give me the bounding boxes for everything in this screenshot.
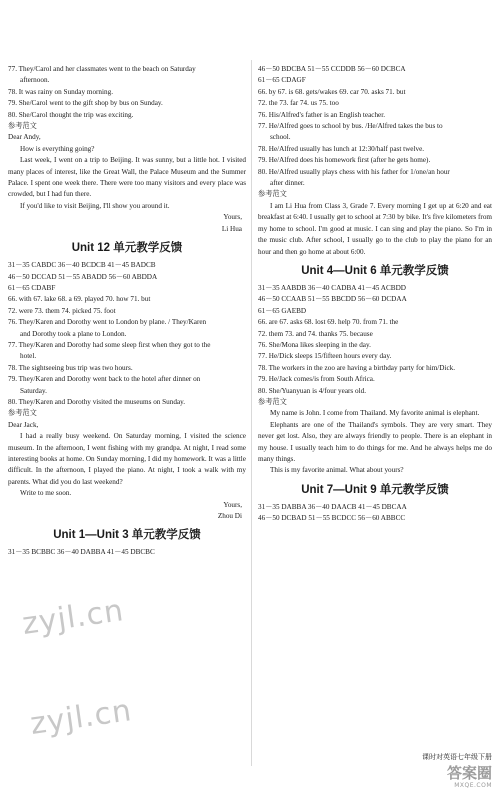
answer-line: and Dorothy took a plane to London. xyxy=(20,329,127,338)
right-column xyxy=(258,64,492,525)
answer-line: hotel. xyxy=(20,352,37,361)
answer-line: 46－50 DCBAD 51－55 BCDCC 56－60 ABBCC xyxy=(258,514,406,523)
answer-line: 80. They/Karen and Dorothy visited the museums on Sunday. xyxy=(8,397,186,406)
answer-line: 61－65 CDABF xyxy=(8,283,56,292)
answer-line: 80. He/Alfred usually plays chess with his father for 1/one/an hour xyxy=(258,167,450,176)
answer-line: 46－50 CCAAB 51－55 BBCDD 56－60 DCDAA xyxy=(258,295,407,304)
section-heading: Unit 7—Unit 9 单元教学反馈 xyxy=(301,483,449,496)
stamp-sub-text: MXQE.COM xyxy=(454,782,492,789)
answer-line: 80. She/Yuanyuan is 4/four years old. xyxy=(258,386,366,395)
letter-paragraph: I had a really busy weekend. On Saturday morning, I visited the science museum. In the afternoon, I went fishing with my grandpa. At night, I read some interesting books at home. On Sunday morning, I did my homework. It was a little difficult. In the afternoon, I played the piano. At night, I took a walk with my parents. What did you do last weekend? xyxy=(8,432,246,486)
answer-line: 78. He/Alfred usually has lunch at 12:30/half past twelve. xyxy=(258,144,425,153)
answer-line: after dinner. xyxy=(270,179,305,188)
sample-essay-label: 参考范文 xyxy=(258,190,287,199)
letter-closing: Yours, xyxy=(223,213,242,222)
letter-closing: Yours, xyxy=(223,500,242,509)
essay-paragraph: This is my favorite animal. What about yours? xyxy=(270,466,404,475)
answer-line: 77. They/Carol and her classmates went to the beach on Saturday xyxy=(8,65,196,73)
answer-line: 72. them 73. and 74. thanks 75. because xyxy=(258,329,373,338)
answer-line: 79. He/Alfred does his homework first (after he gets home). xyxy=(258,156,431,165)
watermark: zyjl.cn xyxy=(28,693,135,742)
answer-line: 79. He/Jack comes/is from South Africa. xyxy=(258,375,375,384)
letter-paragraph: Write to me soon. xyxy=(20,489,72,498)
sample-essay-label: 参考范文 xyxy=(258,397,287,406)
section-heading: Unit 4—Unit 6 单元教学反馈 xyxy=(301,264,449,277)
letter-signature: Li Hua xyxy=(221,224,242,233)
answer-line: 79. They/Karen and Dorothy went back to the hotel after dinner on xyxy=(8,375,201,384)
book-title-note: 课时对英语七年级下册 xyxy=(422,753,492,761)
letter-paragraph: If you'd like to visit Beijing, I'll show you around it. xyxy=(20,201,170,210)
answer-line: 31－35 AABDB 36－40 CADBA 41－45 ACBDD xyxy=(258,283,406,292)
answer-line: 61－65 CDAGF xyxy=(258,76,306,85)
answer-line: 31－35 CABDC 36－40 BCDCB 41－45 BADCB xyxy=(8,261,156,270)
answer-line: afternoon. xyxy=(20,76,50,85)
answer-line: 72. were 73. them 74. picked 75. foot xyxy=(8,306,116,315)
left-column xyxy=(8,64,246,559)
letter-line: How is everything going? xyxy=(20,144,95,153)
answer-line: 66. with 67. lake 68. a 69. played 70. how 71. but xyxy=(8,295,151,304)
answer-line: 80. She/Carol thought the trip was exciting. xyxy=(8,110,134,119)
essay-paragraph: I am Li Hua from Class 3, Grade 7. Every morning I get up at 6:20 and eat breakfast at 6:40. I usually get to school at 7:30 by bike. It's five kilometers from my home to school. I'm good at music. I can sing and play the piano. So I'm in the music club. After school, I usually go to the club to play the piano for an hour and then go home at about 6:00. xyxy=(258,201,492,256)
watermark: zyjl.cn xyxy=(20,593,127,642)
answer-line: 77. He/Alfred goes to school by bus. /He/Alfred takes the bus to xyxy=(258,122,443,131)
answer-line: 31－35 BCBBC 36－40 DABBA 41－45 DBCBC xyxy=(8,548,155,557)
answer-line: 31－35 DABBA 36－40 DAACB 41－45 DBCAA xyxy=(258,502,407,511)
answer-line: 46－50 BDCBA 51－55 CCDDB 56－60 DCBCA xyxy=(258,65,406,73)
answer-line: 61－65 GAEBD xyxy=(258,306,307,315)
column-divider xyxy=(251,60,252,766)
essay-paragraph: Elephants are one of the Thailand's symbols. They are very smart. They never get lost. Also, they are always friendly to people. There is an elephant in my house. I usually teach him to do things for me. And he always helps me do many things. xyxy=(258,420,492,463)
answer-line: 66. are 67. asks 68. lost 69. help 70. from 71. the xyxy=(258,318,399,327)
letter-greeting: Dear Andy, xyxy=(8,133,41,142)
sample-essay-label: 参考范文 xyxy=(8,122,37,131)
answer-line: 77. He/Dick sleeps 15/fifteen hours every day. xyxy=(258,352,392,361)
answer-line: 78. The sightseeing bus trip was two hours. xyxy=(8,363,133,372)
letter-greeting: Dear Jack, xyxy=(8,420,39,429)
stamp-main-text: 答案圈 xyxy=(446,764,492,782)
essay-paragraph: My name is John. I come from Thailand. My favorite animal is elephant. xyxy=(270,409,480,418)
answer-line: 77. They/Karen and Dorothy had some sleep first when they got to the xyxy=(8,340,211,349)
answer-line: 76. They/Karen and Dorothy went to London by plane. / They/Karen xyxy=(8,318,207,327)
answer-line: Saturday. xyxy=(20,386,47,395)
answer-line: 46－50 DCCAD 51－55 ABADD 56－60 ABDDA xyxy=(8,272,158,281)
answer-line: 78. It was rainy on Sunday morning. xyxy=(8,87,114,96)
answer-line: school. xyxy=(270,133,291,142)
answer-line: 79. She/Carol went to the gift shop by bus on Sunday. xyxy=(8,99,163,108)
section-heading: Unit 1—Unit 3 单元教学反馈 xyxy=(53,529,201,542)
answer-line: 76. She/Mona likes sleeping in the day. xyxy=(258,340,371,349)
letter-paragraph: Last week, I went on a trip to Beijing. It was sunny, but a little hot. I visited many places of interest, like the Great Wall, the Palace Museum and the Summer Palace. I spent one week there. There were too many visitors and every place was crowded, but I had fun there. xyxy=(8,156,246,199)
letter-signature: Zhou Di xyxy=(217,512,242,521)
section-heading: Unit 12 单元教学反馈 xyxy=(71,242,183,255)
site-logo-stamp xyxy=(414,764,492,794)
answer-line: 78. The workers in the zoo are having a birthday party for him/Dick. xyxy=(258,363,456,372)
answer-line: 66. by 67. is 68. gets/wakes 69. car 70. asks 71. but xyxy=(258,87,406,96)
sample-essay-label: 参考范文 xyxy=(8,409,37,418)
answer-line: 76. His/Alfred's father is an English teacher. xyxy=(258,110,386,119)
answer-line: 72. the 73. far 74. us 75. too xyxy=(258,99,339,108)
